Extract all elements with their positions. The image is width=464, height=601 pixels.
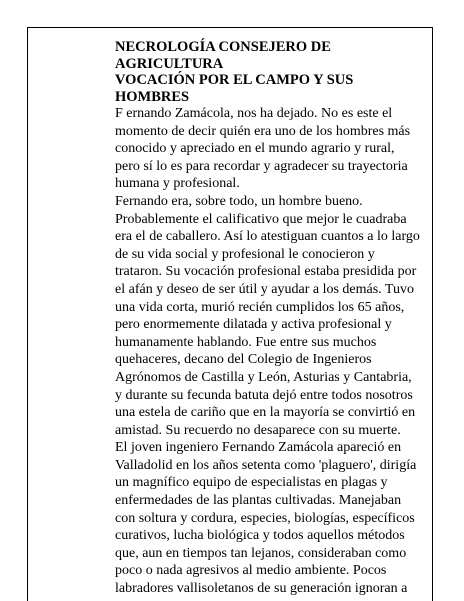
- document-body: [115, 39, 421, 598]
- paragraph-1: F ernando Zamácola, nos ha dejado. No es este el momento de decir quién era uno de los hombres más conocido y apreciado en el mundo agrario y rural, pero sí lo es para recordar y agradecer su trayectoria humana y profesional.: [115, 106, 411, 192]
- paragraph-2: Fernando era, sobre todo, un hombre bueno. Probablemente el calificativo que mejor le cuadraba era el de caballero. Así lo atestiguan cuantos a lo largo de su vida social y profesional le conocieron y trataron. Su vocación profesional estaba presidida por el afán y deseo de ser útil y ayudar a los demás. Tuvo una vida corta, murió recién cumplidos los 65 años, pero enormemente dilatada y activa profesional y humanamente hablando. Fue entre sus muchos quehaceres, decano del Colegio de Ingenieros Agrónomos de Castilla y León, Asturias y Cantabria, y durante su fecunda batuta dejó entre todos nosotros una estela de cariño que en la mayoría se convirtió en amistad. Su recuerdo no desaparece con su muerte.: [115, 193, 420, 438]
- paragraph-3: El joven ingeniero Fernando Zamácola apareció en Valladolid en los años setenta como 'plaguero', dirigía un magnífico equipo de especialistas en plagas y enfermedades de las plantas cultivadas. Manejaban con soltura y cordura, especies, biologías, específicos curativos, lucha biológica y todos aquellos métodos que, aun en tiempos tan lejanos, consideraban como poco o nada agresivos al medio ambiente. Pocos labradores vallisoletanos de su generación ignoran a: [115, 440, 417, 597]
- document-title: NECROLOGÍA CONSEJERO DE AGRICULTURA: [115, 39, 331, 72]
- document-subtitle: VOCACIÓN POR EL CAMPO Y SUS HOMBRES: [115, 72, 354, 105]
